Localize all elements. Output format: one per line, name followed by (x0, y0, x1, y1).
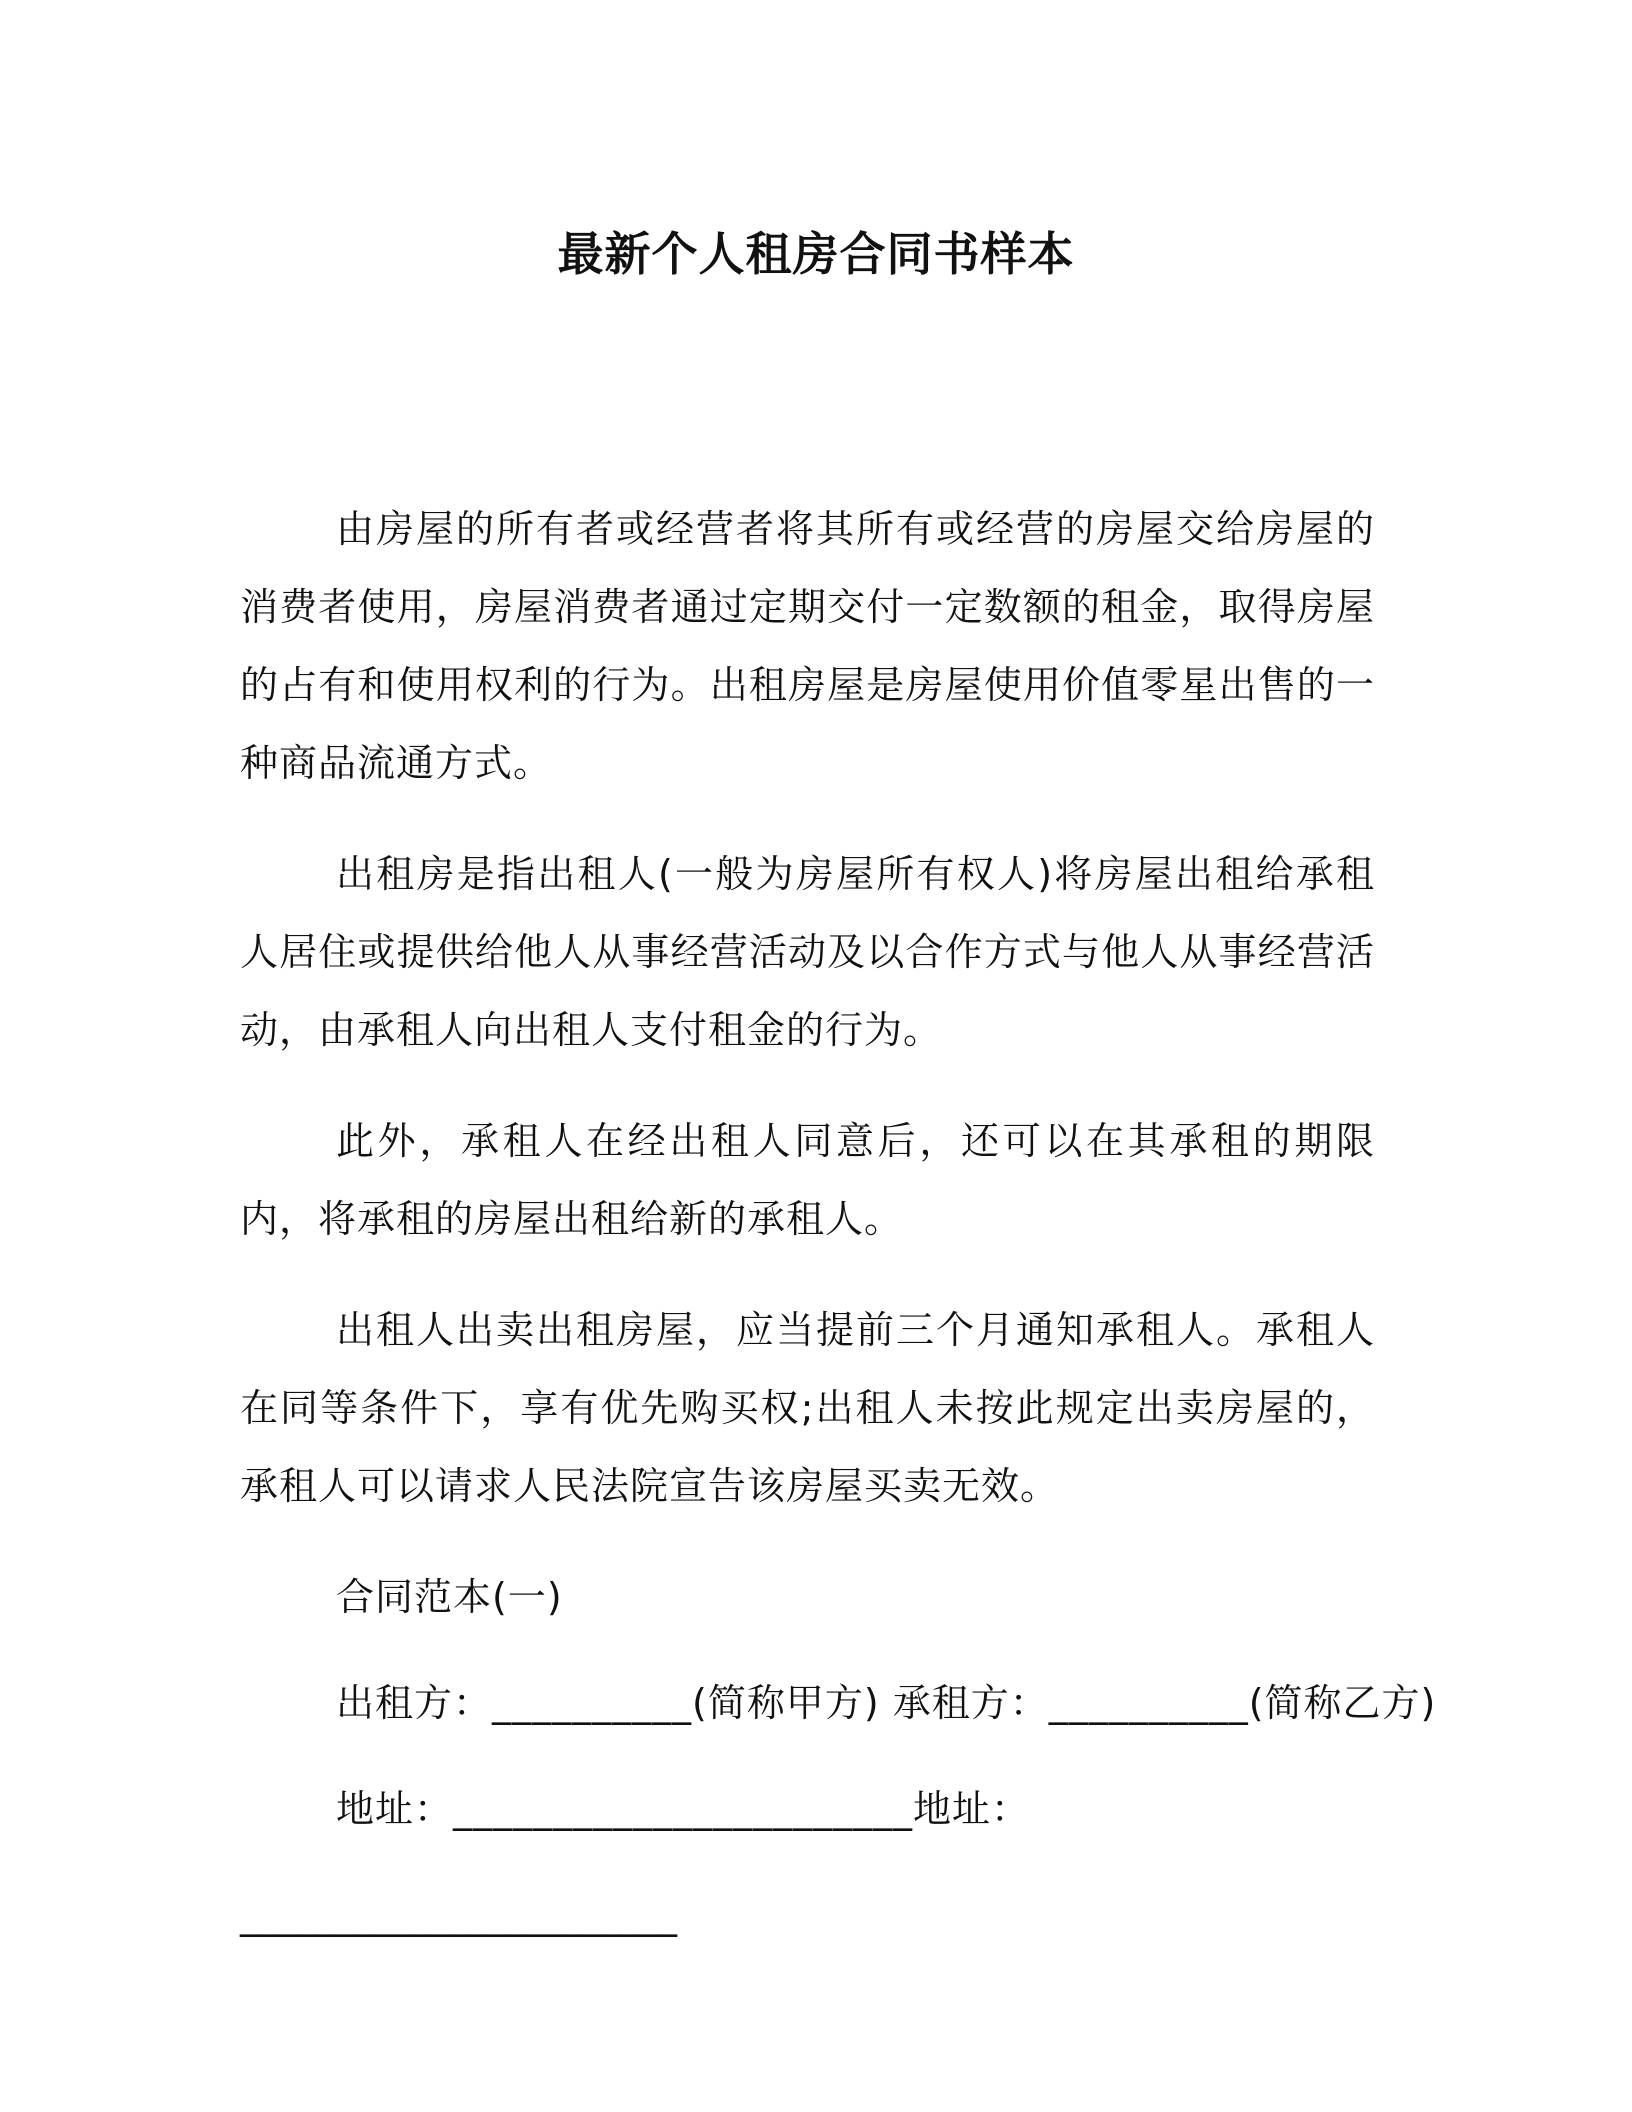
parties-line: 出租方：__________(简称甲方) 承租方：__________(简称乙方) (336, 1681, 1437, 1725)
address-blank: _______________________ (240, 1893, 677, 1937)
paragraph-priority-purchase: 出租人出卖出租房屋，应当提前三个月通知承租人。承租人在同等条件下，享有优先购买权;出租人未按此规定出卖房屋的，承租人可以请求人民法院宣告该房屋买卖无效。 (240, 1308, 1375, 1508)
document-title: 最新个人租房合同书样本 (557, 227, 1075, 281)
paragraph-definition: 由房屋的所有者或经营者将其所有或经营的房屋交给房屋的消费者使用，房屋消费者通过定期交付一定数额的租金，取得房屋的占有和使用权利的行为。出租房屋是房屋使用价值零星出售的一种商品流通方式。 (240, 507, 1375, 785)
contract-heading: 合同范本(一) (336, 1575, 563, 1619)
address-line: 地址：_______________________地址： (336, 1787, 1031, 1831)
paragraph-rental-house: 出租房是指出租人(一般为房屋所有权人)将房屋出租给承租人居住或提供给他人从事经营活动及以合作方式与他人从事经营活动，由承租人向出租人支付租金的行为。 (240, 852, 1375, 1052)
document-body (240, 490, 1437, 1954)
paragraph-sublet: 此外，承租人在经出租人同意后，还可以在其承租的期限内，将承租的房屋出租给新的承租人。 (240, 1119, 1375, 1241)
